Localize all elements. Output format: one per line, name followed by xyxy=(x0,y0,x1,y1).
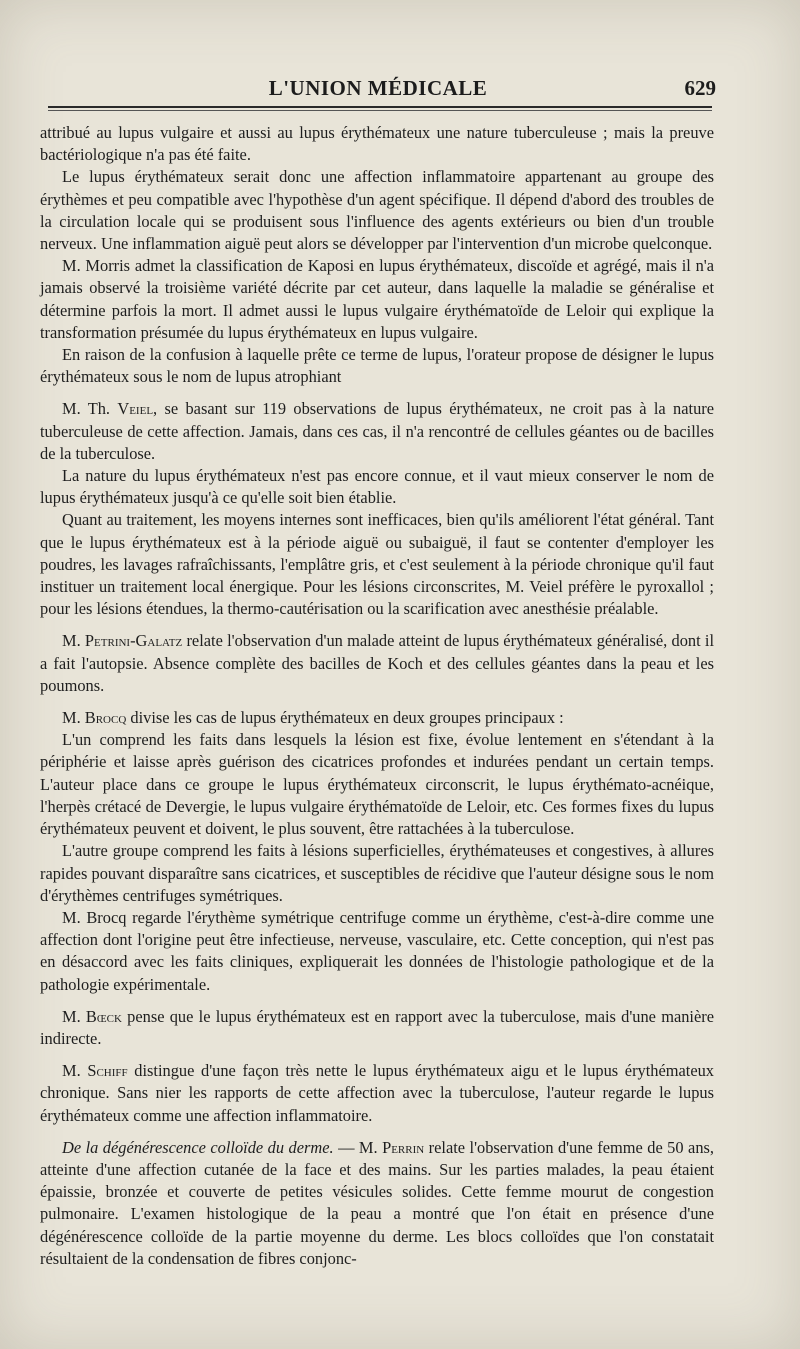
page-number: 629 xyxy=(684,76,716,100)
author-name: Veiel xyxy=(117,399,154,419)
paragraph: Quant au traitement, les moyens internes sont inefficaces, bien qu'ils améliorent l'état général. Tant que le lupus érythémateux est à la période aiguë ou subaiguë, il faut se contenter d'employer les poudres, les lavages rafraîchissants, l'emplâtre gris, et c'est seulement à la période chronique qu'il faut instituer un traitement local énergique. Pour les lésions circonscrites, M. Veiel préfère le pyroxallol ; pour les lésions étendues, la thermo-cautérisation ou la scarification avec anesthésie préalable. xyxy=(40,510,714,619)
paragraph: attribué au lupus vulgaire et aussi au lupus érythémateux une nature tuberculeuse ; mais la preuve bactériologique n'a pas été faite. xyxy=(40,123,714,165)
author-name: Petrini-Galatz xyxy=(84,631,183,651)
paragraph: La nature du lupus érythémateux n'est pas encore connue, et il vaut mieux conserver le nom de lupus érythémateux jusqu'à ce qu'elle soit bien établie. xyxy=(40,466,714,508)
author-name: Bœck xyxy=(85,1006,122,1026)
paragraph: En raison de la confusion à laquelle prête ce terme de lupus, l'orateur propose de désigner le lupus érythémateux sous le nom de lupus atrophiant xyxy=(40,345,714,387)
article-body xyxy=(40,122,714,1270)
paragraph: M. Schiff distingue d'une façon très nette le lupus érythémateux aigu et le lupus érythémateux chronique. Sans nier les rapports de cette affection avec la tuberculose, l'auteur regarde le lupus érythémateux comme une affection inflammatoire. xyxy=(40,1061,714,1125)
author-name: Perrin xyxy=(382,1137,425,1157)
paragraph: L'autre groupe comprend les faits à lésions superficielles, érythémateuses et congestives, à allures rapides pouvant disparaître sans cicatrices, et susceptibles de récidive que l'auteur désigne sous le nom d'érythèmes centrifuges symétriques. xyxy=(40,841,714,905)
paragraph: M. Bœck pense que le lupus érythémateux est en rapport avec la tuberculose, mais d'une manière indirecte. xyxy=(40,1006,714,1048)
author-name: Brocq xyxy=(84,708,127,728)
running-header xyxy=(40,74,716,104)
paragraph: Le lupus érythémateux serait donc une affection inflammatoire appartenant au groupe des érythèmes et peu compatible avec l'hypothèse d'un agent spécifique. Il dépend d'abord des troubles de la circulation locale qui se produisent sous l'influence des agents extérieurs ou bien d'un trouble nerveux. Une inflammation aiguë peut alors se développer par l'intervention d'un microbe quelconque. xyxy=(40,167,714,254)
header-rule-thin xyxy=(48,110,712,111)
paragraph: M. Brocq divise les cas de lupus érythémateux en deux groupes principaux : xyxy=(62,708,564,728)
paragraph: M. Petrini-Galatz relate l'observation d'un malade atteint de lupus érythémateux généralisé, dont il a fait l'autopsie. Absence complète des bacilles de Koch et des cellules géantes dans la peau et les poumons. xyxy=(40,631,714,695)
paragraph: M. Morris admet la classification de Kaposi en lupus érythémateux, discoïde et agrégé, mais il n'a jamais observé la troisième variété décrite par cet auteur, dans laquelle la maladie se généralise et détermine parfois la mort. Il admet aussi le lupus vulgaire érythématoïde de Leloir qui explique la transformation présumée du lupus érythémateux en lupus vulgaire. xyxy=(40,256,714,342)
header-rule xyxy=(48,106,712,108)
paragraph: M. Th. Veiel, se basant sur 119 observations de lupus érythémateux, ne croit pas à la nature tuberculeuse de cette affection. Jamais, dans ces cas, il n'a rencontré de cellules géantes ou de bacilles de la tuberculose. xyxy=(40,399,714,463)
paragraph: M. Brocq regarde l'érythème symétrique centrifuge comme un érythème, c'est-à-dire comme une affection dont l'origine peut être infectieuse, nerveuse, vasculaire, etc. Cette conception, qui n'est pas en désaccord avec les faits cliniques, expliquerait les données de l'histologie pathologique et de la pathologie expérimentale. xyxy=(40,907,714,994)
journal-title: L'UNION MÉDICALE xyxy=(268,76,488,100)
paragraph: L'un comprend les faits dans lesquels la lésion est fixe, évolue lentement en s'étendant à la périphérie et laisse après guérison des cicatrices profondes et indurées pendant un certain temps. L'auteur place dans ce groupe le lupus érythémateux circonscrit, le lupus érythémato-acnéique, l'herpès crétacé de Devergie, le lupus vulgaire érythématoïde de Leloir, etc. Ces formes fixes du lupus érythémateux peuvent et doivent, le plus souvent, être rattachées à la tuberculose. xyxy=(40,730,714,839)
section-title: De la dégénérescence colloïde du derme. xyxy=(62,1137,334,1157)
paragraph: De la dégénérescence colloïde du derme. — M. Perrin relate l'observation d'une femme de 50 ans, atteinte d'une affection cutanée de la face et des mains. Sur les parties malades, la peau étaient épaissie, bronzée et couverte de petites vésicules solides. Cette femme mourut de congestion pulmonaire. L'examen histologique de la peau a montré que l'on était en présence d'une dégénérescence colloïde de la partie moyenne du derme. Les blocs colloïdes que l'on constatait résultaient de la condensation de fibres conjonc- xyxy=(40,1137,714,1268)
author-name: Schiff xyxy=(87,1061,128,1081)
